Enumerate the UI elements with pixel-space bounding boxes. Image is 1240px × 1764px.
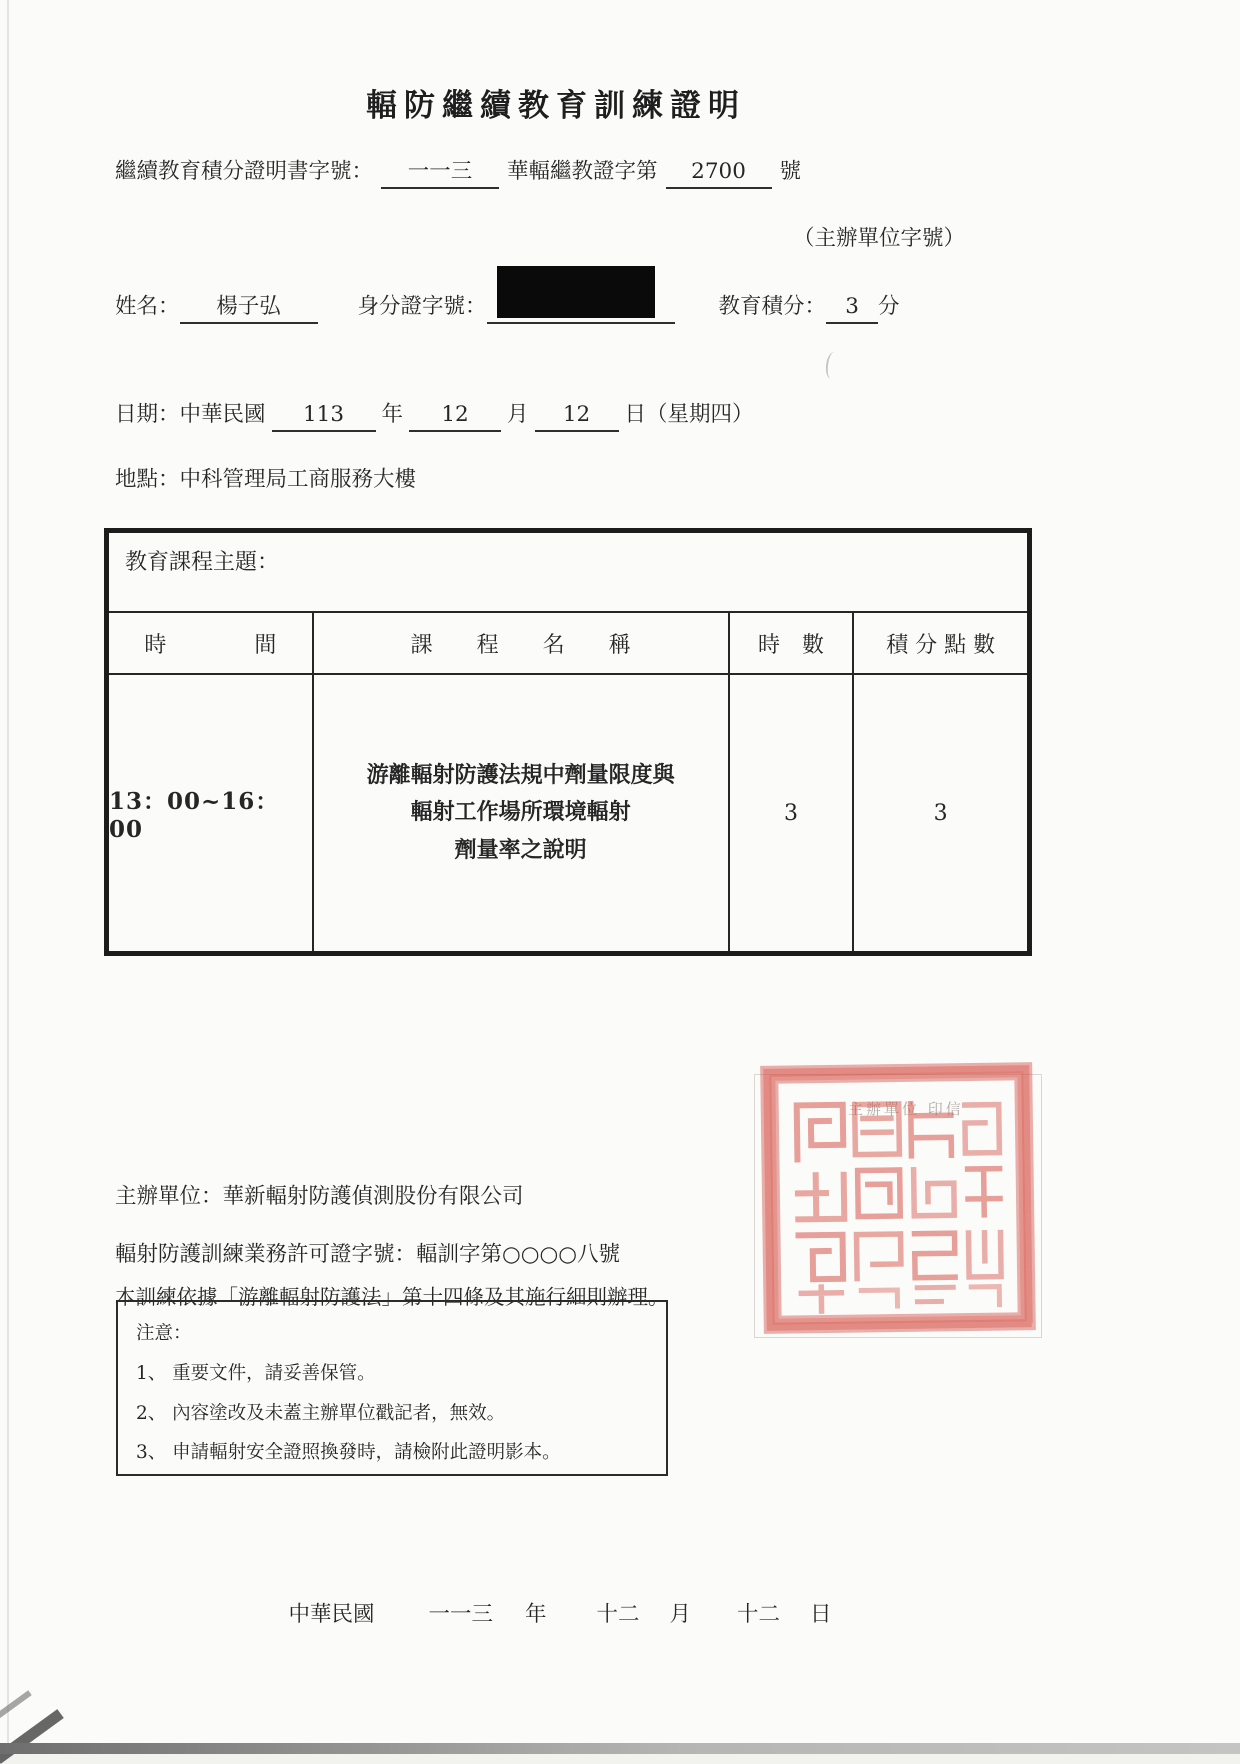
cert-number-label: 繼續教育積分證明書字號：: [115, 159, 374, 184]
course-points-cell: 3: [933, 800, 948, 826]
notice-item-2: 2、 內容塗改及未蓋主辦單位戳記者，無效。: [136, 1402, 506, 1424]
scan-bottom-edge: [0, 1743, 1240, 1754]
id-number-redaction: [497, 266, 655, 318]
cert-series-field: 一一三: [381, 157, 499, 189]
course-name-line-2: 輻射工作場所環境輻射: [410, 799, 631, 826]
notice-box: [116, 1300, 668, 1476]
pen-mark-artifact: [824, 351, 840, 379]
name-field: 楊子弘: [180, 292, 318, 324]
cert-number-mid: 華輻繼教證字第: [507, 159, 658, 184]
col-header-points: 積 分 點 數: [886, 632, 996, 658]
red-seal-icon: [754, 1056, 1042, 1340]
course-table: [104, 528, 1032, 956]
notice-item-1: 1、 重要文件，請妥善保管。: [136, 1362, 376, 1384]
license-line: 輻射防護訓練業務許可證字號：輻訓字第○○○○八號: [115, 1242, 621, 1267]
year-field: 113: [272, 400, 376, 432]
cert-number-suffix: 號: [779, 159, 802, 184]
col-header-course: 課 程 名 稱: [314, 613, 730, 673]
score-label: 教育積分：: [718, 294, 827, 319]
footer-month: 十二: [596, 1602, 640, 1627]
course-name-line-1: 游離輻射防護法規中劑量限度與: [366, 761, 675, 788]
organizer-number-note: （主辦單位字號）: [792, 226, 965, 251]
month-unit: 月: [507, 402, 529, 427]
notice-item-3: 3、 申請輻射安全證照換發時，請檢附此證明影本。: [136, 1442, 561, 1464]
date-line: [115, 398, 754, 432]
score-field: 3: [826, 292, 878, 324]
stamp-placeholder-label: 主辦單位 印信: [848, 1100, 964, 1118]
organizer-stamp: [748, 1058, 1048, 1344]
id-field: [487, 290, 675, 324]
page-title: 輻防繼續教育訓練證明: [366, 88, 746, 124]
footer-month-unit: 月: [669, 1602, 692, 1627]
course-hours-cell: 3: [730, 675, 855, 951]
footer-day-unit: 日: [810, 1602, 832, 1627]
table-header-row: [109, 613, 1027, 675]
year-unit: 年: [381, 402, 404, 427]
col-header-time: 時 間: [109, 613, 314, 673]
month-field: 12: [409, 400, 501, 432]
location-line: 地點：中科管理局工商服務大樓: [115, 467, 417, 492]
name-label: 姓名：: [115, 294, 180, 319]
person-line: [115, 290, 900, 324]
footer-era: 中華民國: [288, 1602, 375, 1627]
scan-corner-mark: [0, 1690, 32, 1720]
course-row: [109, 675, 1027, 951]
organizer-line: 主辦單位：華新輻射防護偵測股份有限公司: [115, 1184, 524, 1209]
course-name-cell: [314, 675, 730, 951]
footer-date: [0, 1598, 1120, 1632]
scan-corner-mark: [0, 1709, 64, 1764]
scan-edge-left: [7, 0, 9, 1754]
notice-title: 注意：: [136, 1323, 192, 1344]
score-unit: 分: [878, 294, 900, 319]
table-topic-label: 教育課程主題：: [109, 533, 1027, 613]
id-label: 身分證字號：: [357, 294, 487, 319]
cert-number-field: 2700: [666, 157, 772, 189]
footer-day: 十二: [737, 1602, 781, 1627]
day-field: 12: [535, 400, 619, 432]
basis-line: 本訓練依據「游離輻射防護法」第十四條及其施行細則辦理。: [115, 1285, 669, 1309]
day-suffix: 日（星期四）: [624, 402, 754, 427]
footer-year-unit: 年: [524, 1602, 547, 1627]
col-header-hours: 時 數: [730, 613, 855, 673]
course-time-cell: 13：00~16：00: [109, 675, 314, 951]
cert-number-line: [115, 155, 801, 189]
date-label: 日期：中華民國: [115, 402, 266, 427]
footer-year: 一一三: [428, 1602, 493, 1627]
course-name-line-3: 劑量率之說明: [454, 836, 587, 863]
